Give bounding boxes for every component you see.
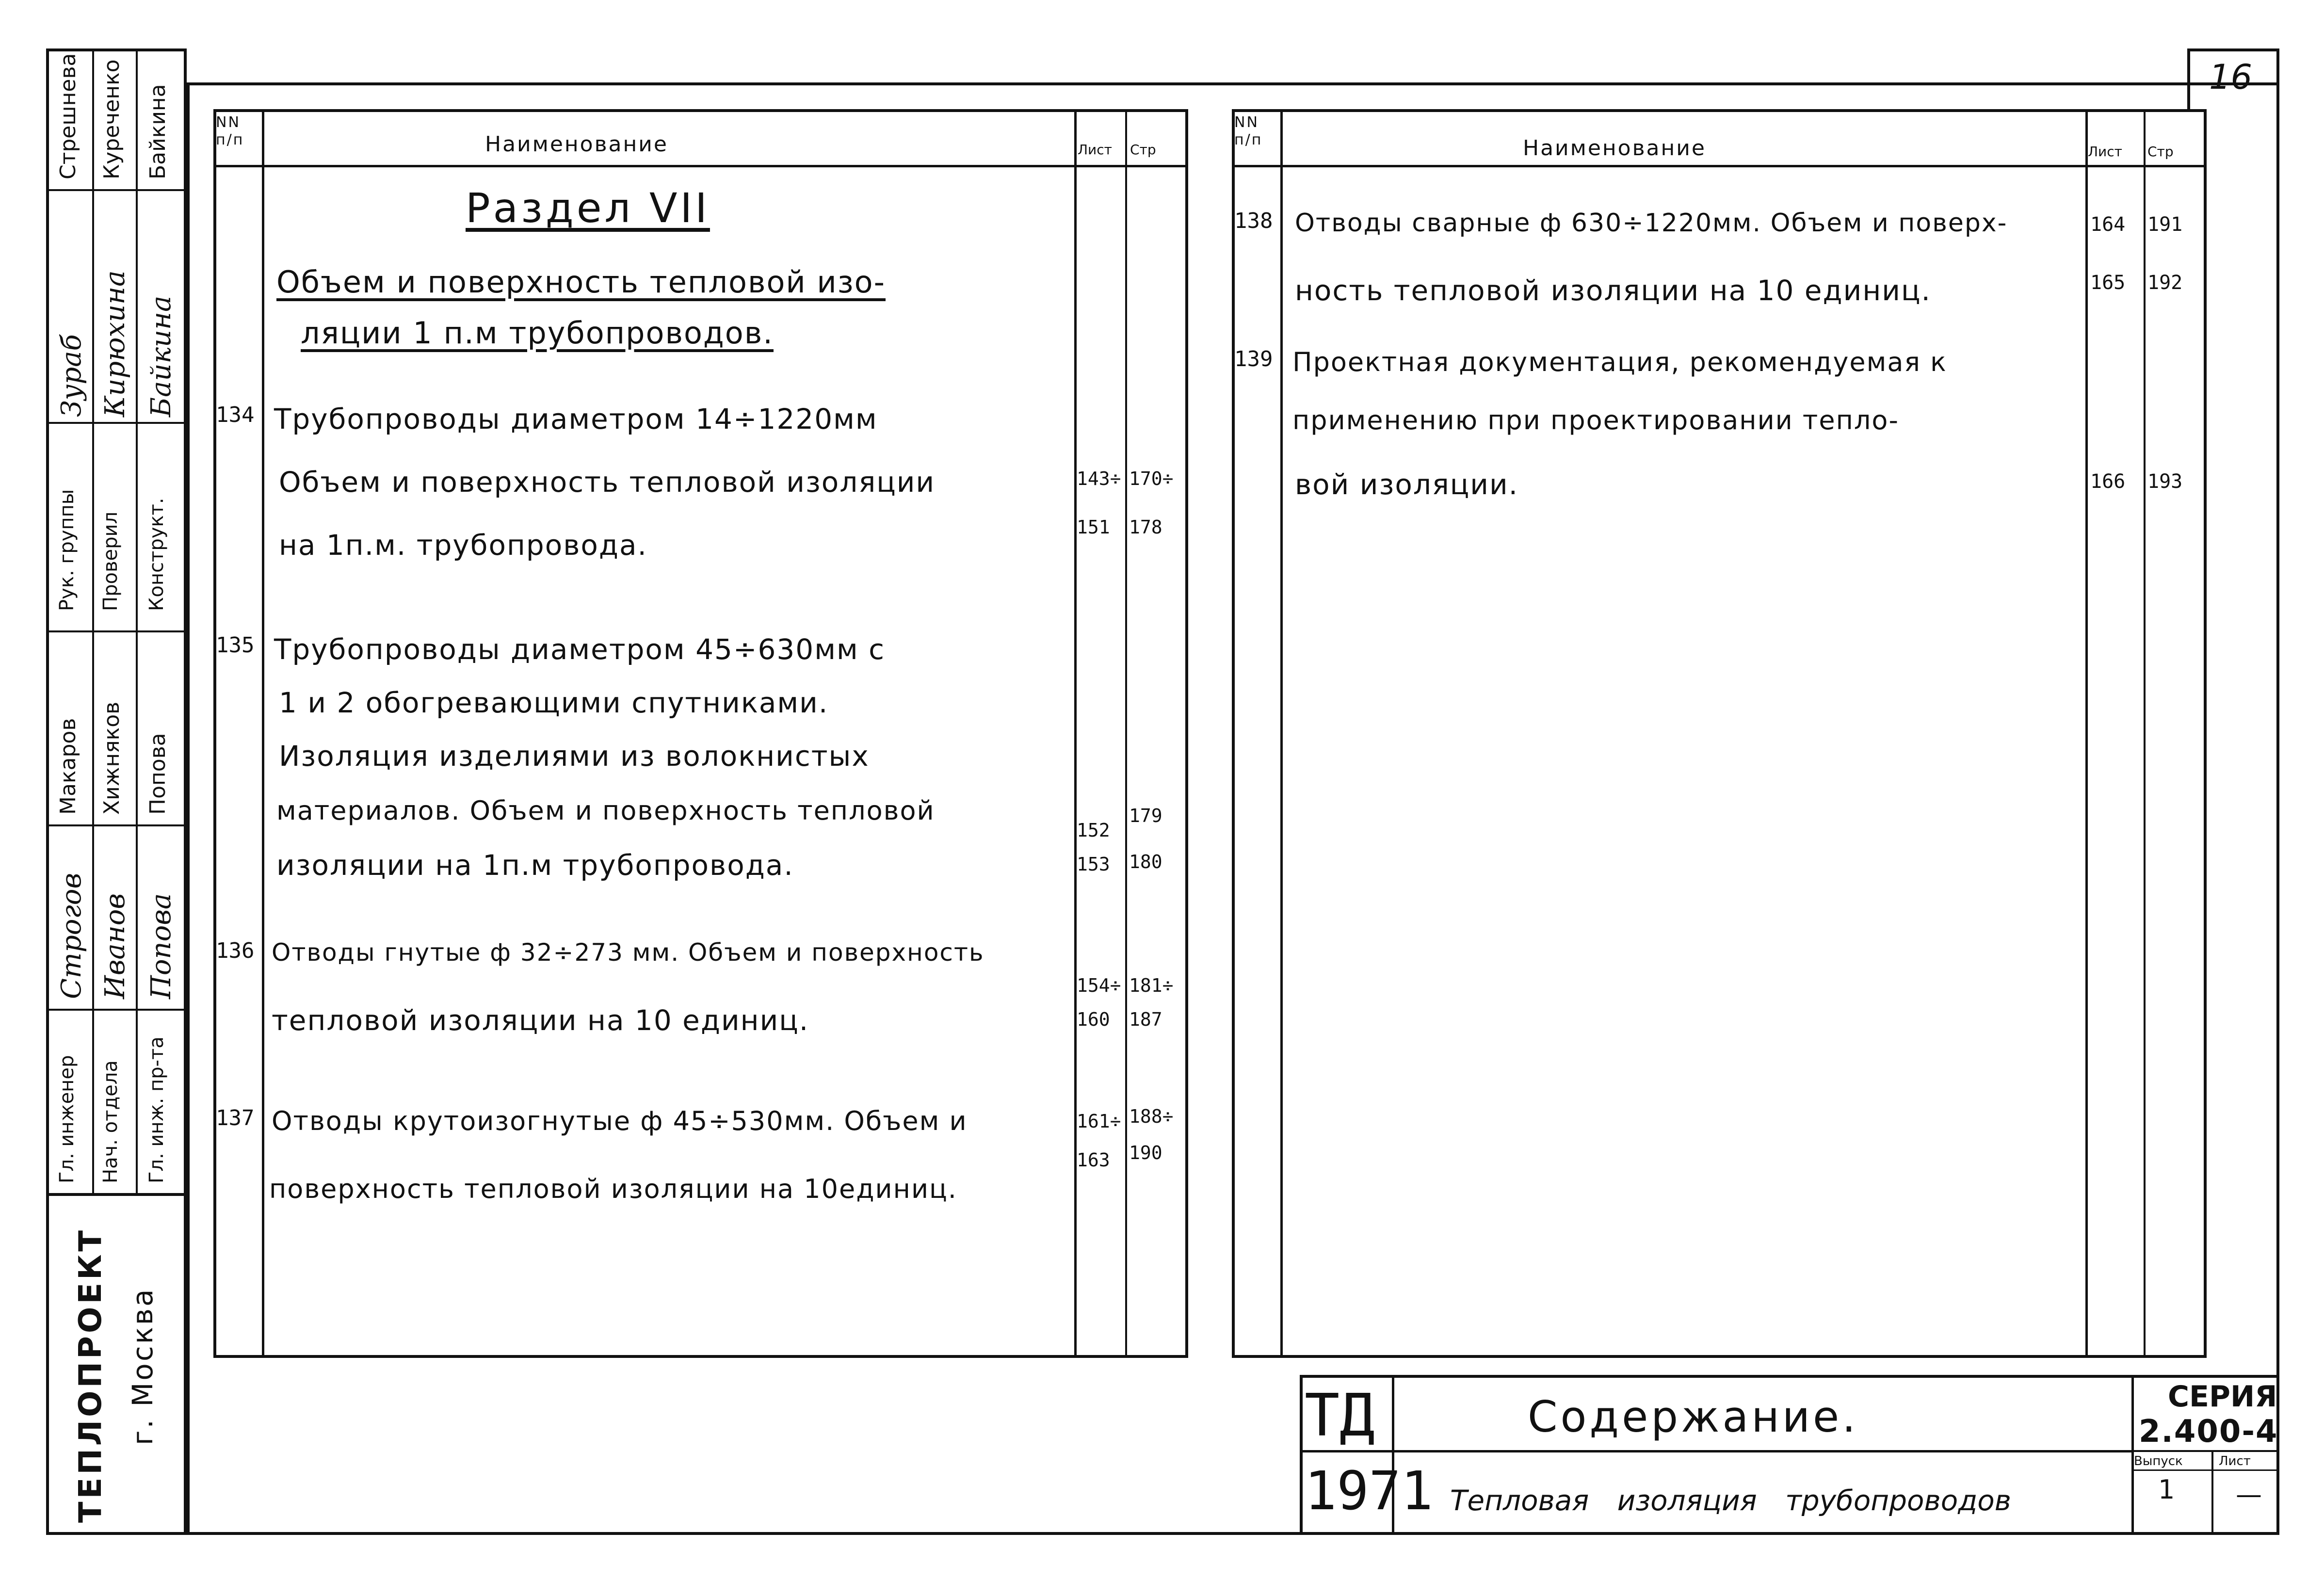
left-header-name: Наименование [485,132,668,157]
title-code: ТД [1305,1382,1375,1450]
row-line: тепловой изоляции на 10 единиц. [272,1004,809,1037]
row-line: Трубопроводы диаметром 45÷630мм с [274,633,886,666]
row-line: Объем и поверхность тепловой изоляции [279,466,936,499]
stamp-signature-5: Попова [145,893,177,999]
row-page: 170÷ [1129,468,1174,489]
stamp-signature-2: Зураб [56,334,87,417]
left-header-page: Стр [1130,142,1156,158]
row-line: Отводы сварные ф 630÷1220мм. Объем и поверх- [1295,209,2008,238]
section-title: Раздел VII [466,184,710,232]
row-list: 154÷ [1077,975,1121,996]
row-list: 152 [1077,820,1110,841]
stamp-role-1: Гл. инженер [56,1055,78,1183]
stamp-role-6: Конструкт. [145,498,168,611]
stamp-name-3: Хижняков [99,701,124,815]
row-line: поверхность тепловой изоляции на 10единиц. [269,1174,957,1204]
sheet-number: 16 [2209,57,2253,97]
row-list: 163 [1077,1149,1110,1171]
series-value: 2.400-4 [2139,1414,2278,1450]
row-list: 151 [1077,516,1110,538]
section-subtitle-2: ляции 1 п.м трубопроводов. [301,315,774,351]
left-header-list: Лист [1078,142,1112,158]
row-number: 134 [216,403,255,427]
stamp-role-2: Рук. группы [56,489,78,611]
sheet-label: Лист [2219,1454,2251,1468]
row-list: 166 [2090,470,2126,493]
stamp-name-6: Байкина [145,84,170,179]
stamp-role-5: Гл. инж. пр-та [145,1036,168,1183]
row-line: Отводы крутоизогнутые ф 45÷530мм. Объем и [272,1106,968,1136]
row-line: Изоляция изделиями из волокнистых [279,740,870,773]
row-list: 160 [1077,1009,1110,1030]
row-page: 181÷ [1129,975,1174,996]
row-line: на 1п.м. трубопровода. [279,529,647,562]
row-line: 1 и 2 обогревающими спутниками. [279,686,829,719]
row-list: 165 [2090,272,2126,294]
left-header-nn: NN п/п [216,114,244,148]
right-header-name: Наименование [1523,136,1706,161]
stamp-signature-6: Байкина [145,295,177,417]
row-page: 192 [2147,272,2183,294]
sheet-value: — [2236,1479,2262,1510]
row-page: 187 [1129,1009,1162,1030]
row-list: 161÷ [1077,1111,1121,1132]
row-list: 164 [2090,213,2126,236]
row-page: 179 [1129,805,1162,826]
row-page: 178 [1129,516,1162,538]
row-number: 136 [216,938,255,963]
issue-value: 1 [2158,1474,2175,1505]
row-line: ность тепловой изоляции на 10 единиц. [1295,274,1931,307]
stamp-name-4: Куреченко [99,59,124,179]
stamp-name-1: Макаров [56,718,81,815]
row-number: 139 [1234,347,1273,371]
row-line: вой изоляции. [1295,468,1519,501]
issue-label: Выпуск [2134,1454,2183,1468]
stamp-role-3: Нач. отдела [99,1060,122,1183]
row-page: 190 [1129,1142,1162,1163]
row-page: 191 [2147,213,2183,236]
row-number: 135 [216,633,255,658]
row-page: 180 [1129,851,1162,872]
row-number: 137 [216,1106,255,1130]
row-line: материалов. Объем и поверхность тепловой [276,795,935,826]
row-number: 138 [1234,209,1273,233]
stamp-city: г. Москва [126,1287,159,1445]
stamp-name-5: Попова [145,733,170,815]
title-heading: Содержание. [1528,1392,1859,1442]
series-label: СЕРИЯ [2168,1380,2277,1414]
section-subtitle-1: Объем и поверхность тепловой изо- [276,264,886,300]
row-line: Отводы гнутые ф 32÷273 мм. Объем и поверхность [272,938,984,967]
row-line: Трубопроводы диаметром 14÷1220мм [274,403,878,436]
row-page: 188÷ [1129,1106,1174,1127]
row-page: 193 [2147,470,2183,493]
row-line: изоляции на 1п.м трубопровода. [276,849,794,882]
right-header-nn: NN п/п [1234,114,1263,148]
row-line: Проектная документация, рекомендуемая к [1292,347,1947,377]
stamp-signature-4: Кирюхина [99,270,131,417]
stamp-signature-3: Иванов [99,893,131,999]
row-line: применению при проектировании тепло- [1292,405,1899,436]
row-list: 153 [1077,854,1110,875]
stamp-name-2: Стрешнева [56,53,81,179]
right-header-list: Лист [2088,144,2122,160]
stamp-role-4: Проверил [99,511,122,611]
title-year: 1971 [1305,1460,1433,1522]
stamp-org: ТЕПЛОПРОЕКТ [73,1227,109,1523]
stamp-signature-1: Строгов [56,872,87,999]
row-list: 143÷ [1077,468,1121,489]
right-header-page: Стр [2147,144,2174,160]
title-subtitle: Тепловая изоляция трубопроводов [1450,1484,2011,1517]
